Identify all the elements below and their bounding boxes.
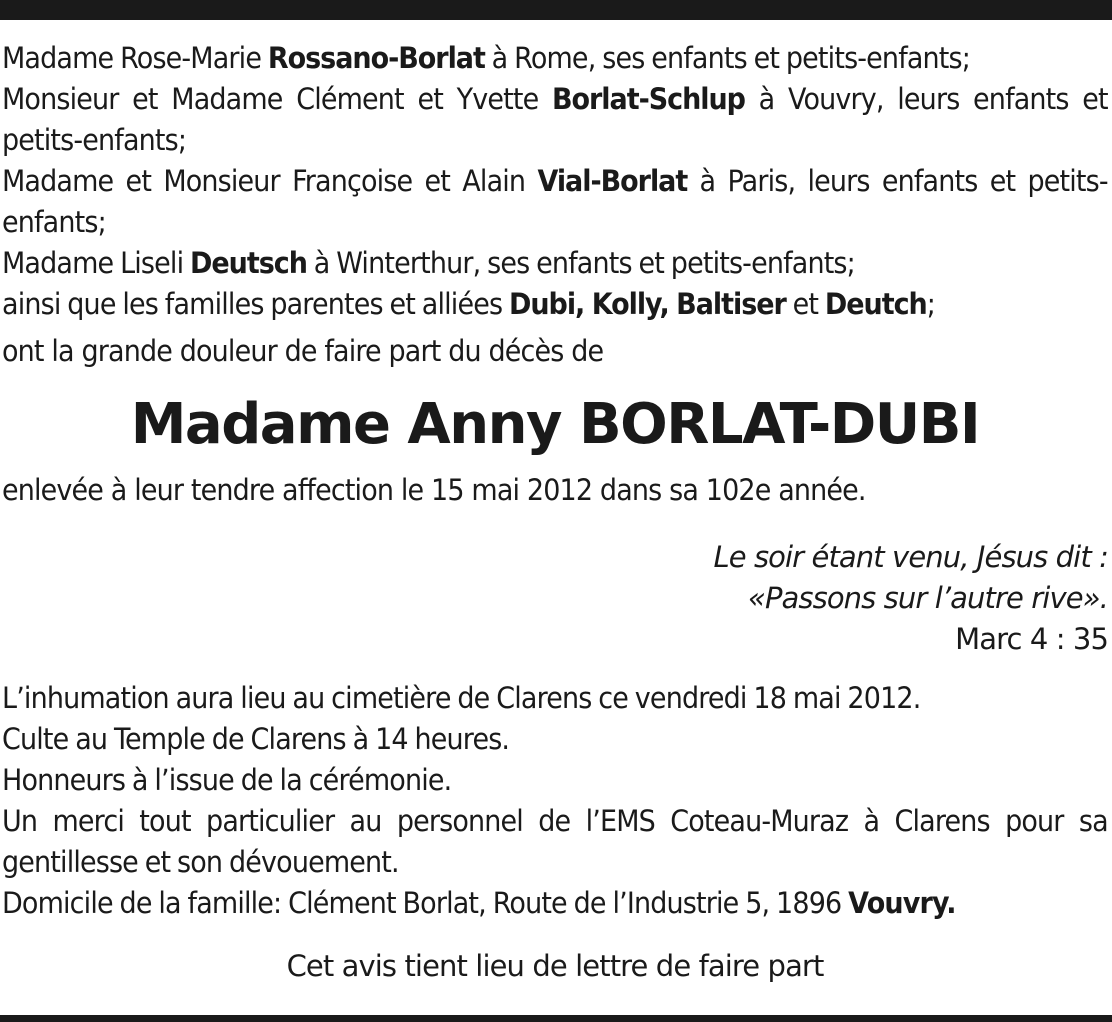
info-line: Culte au Temple de Clarens à 14 heures. — [2, 722, 510, 756]
domicile-line: Domicile de la famille: Clément Borlat, Route de l’Industrie 5, 1896 Vouvry. — [2, 886, 956, 920]
family-name: Rossano-Borlat — [267, 41, 485, 75]
announcement-intro: ont la grande douleur de faire part du décès de — [2, 334, 604, 368]
family-line: Madame Liseli Deutsch à Winterthur, ses enfants et petits-enfants; — [2, 246, 855, 280]
allied-families-line: ainsi que les familles parentes et alliées Dubi, Kolly, Baltiser et Deutch; — [2, 287, 935, 321]
allied-family-name: Deutch — [824, 287, 927, 321]
allied-family-names: Dubi, Kolly, Baltiser — [508, 287, 786, 321]
scripture-quote — [2, 537, 1108, 660]
funeral-information — [2, 678, 1108, 924]
family-line: Monsieur et Madame Clément et Yvette Borlat-Schlup à Vouvry, leurs enfants et petits-enfants; — [2, 82, 1108, 157]
info-line: Honneurs à l’issue de la cérémonie. — [2, 763, 452, 797]
family-line: Madame Rose-Marie Rossano-Borlat à Rome, ses enfants et petits-enfants; — [2, 41, 970, 75]
deceased-name: Madame Anny BORLAT-DUBI — [130, 392, 980, 457]
bottom-border-rule — [0, 1015, 1112, 1022]
info-line: Un merci tout particulier au personnel de l’EMS Coteau-Muraz à Clarens pour sa gentillesse et son dévouement. — [2, 804, 1108, 879]
family-name: Deutsch — [190, 246, 307, 280]
closing-note: Cet avis tient lieu de lettre de faire part — [286, 949, 824, 983]
family-list — [2, 38, 1108, 325]
quote-line: «Passons sur l’autre rive». — [747, 581, 1108, 615]
obituary-notice — [2, 38, 1108, 987]
domicile-town: Vouvry. — [848, 886, 956, 920]
family-name: Borlat-Schlup — [551, 82, 745, 116]
quote-line: Le soir étant venu, Jésus dit : — [713, 540, 1108, 574]
family-name: Vial-Borlat — [537, 164, 688, 198]
top-border-rule — [0, 0, 1112, 20]
info-line: L’inhumation aura lieu au cimetière de Clarens ce vendredi 18 mai 2012. — [2, 681, 921, 715]
quote-reference: Marc 4 : 35 — [955, 622, 1108, 656]
family-line: Madame et Monsieur Françoise et Alain Vial-Borlat à Paris, leurs enfants et petits-enfants; — [2, 164, 1108, 239]
death-statement: enlevée à leur tendre affection le 15 mai 2012 dans sa 102e année. — [2, 473, 866, 507]
